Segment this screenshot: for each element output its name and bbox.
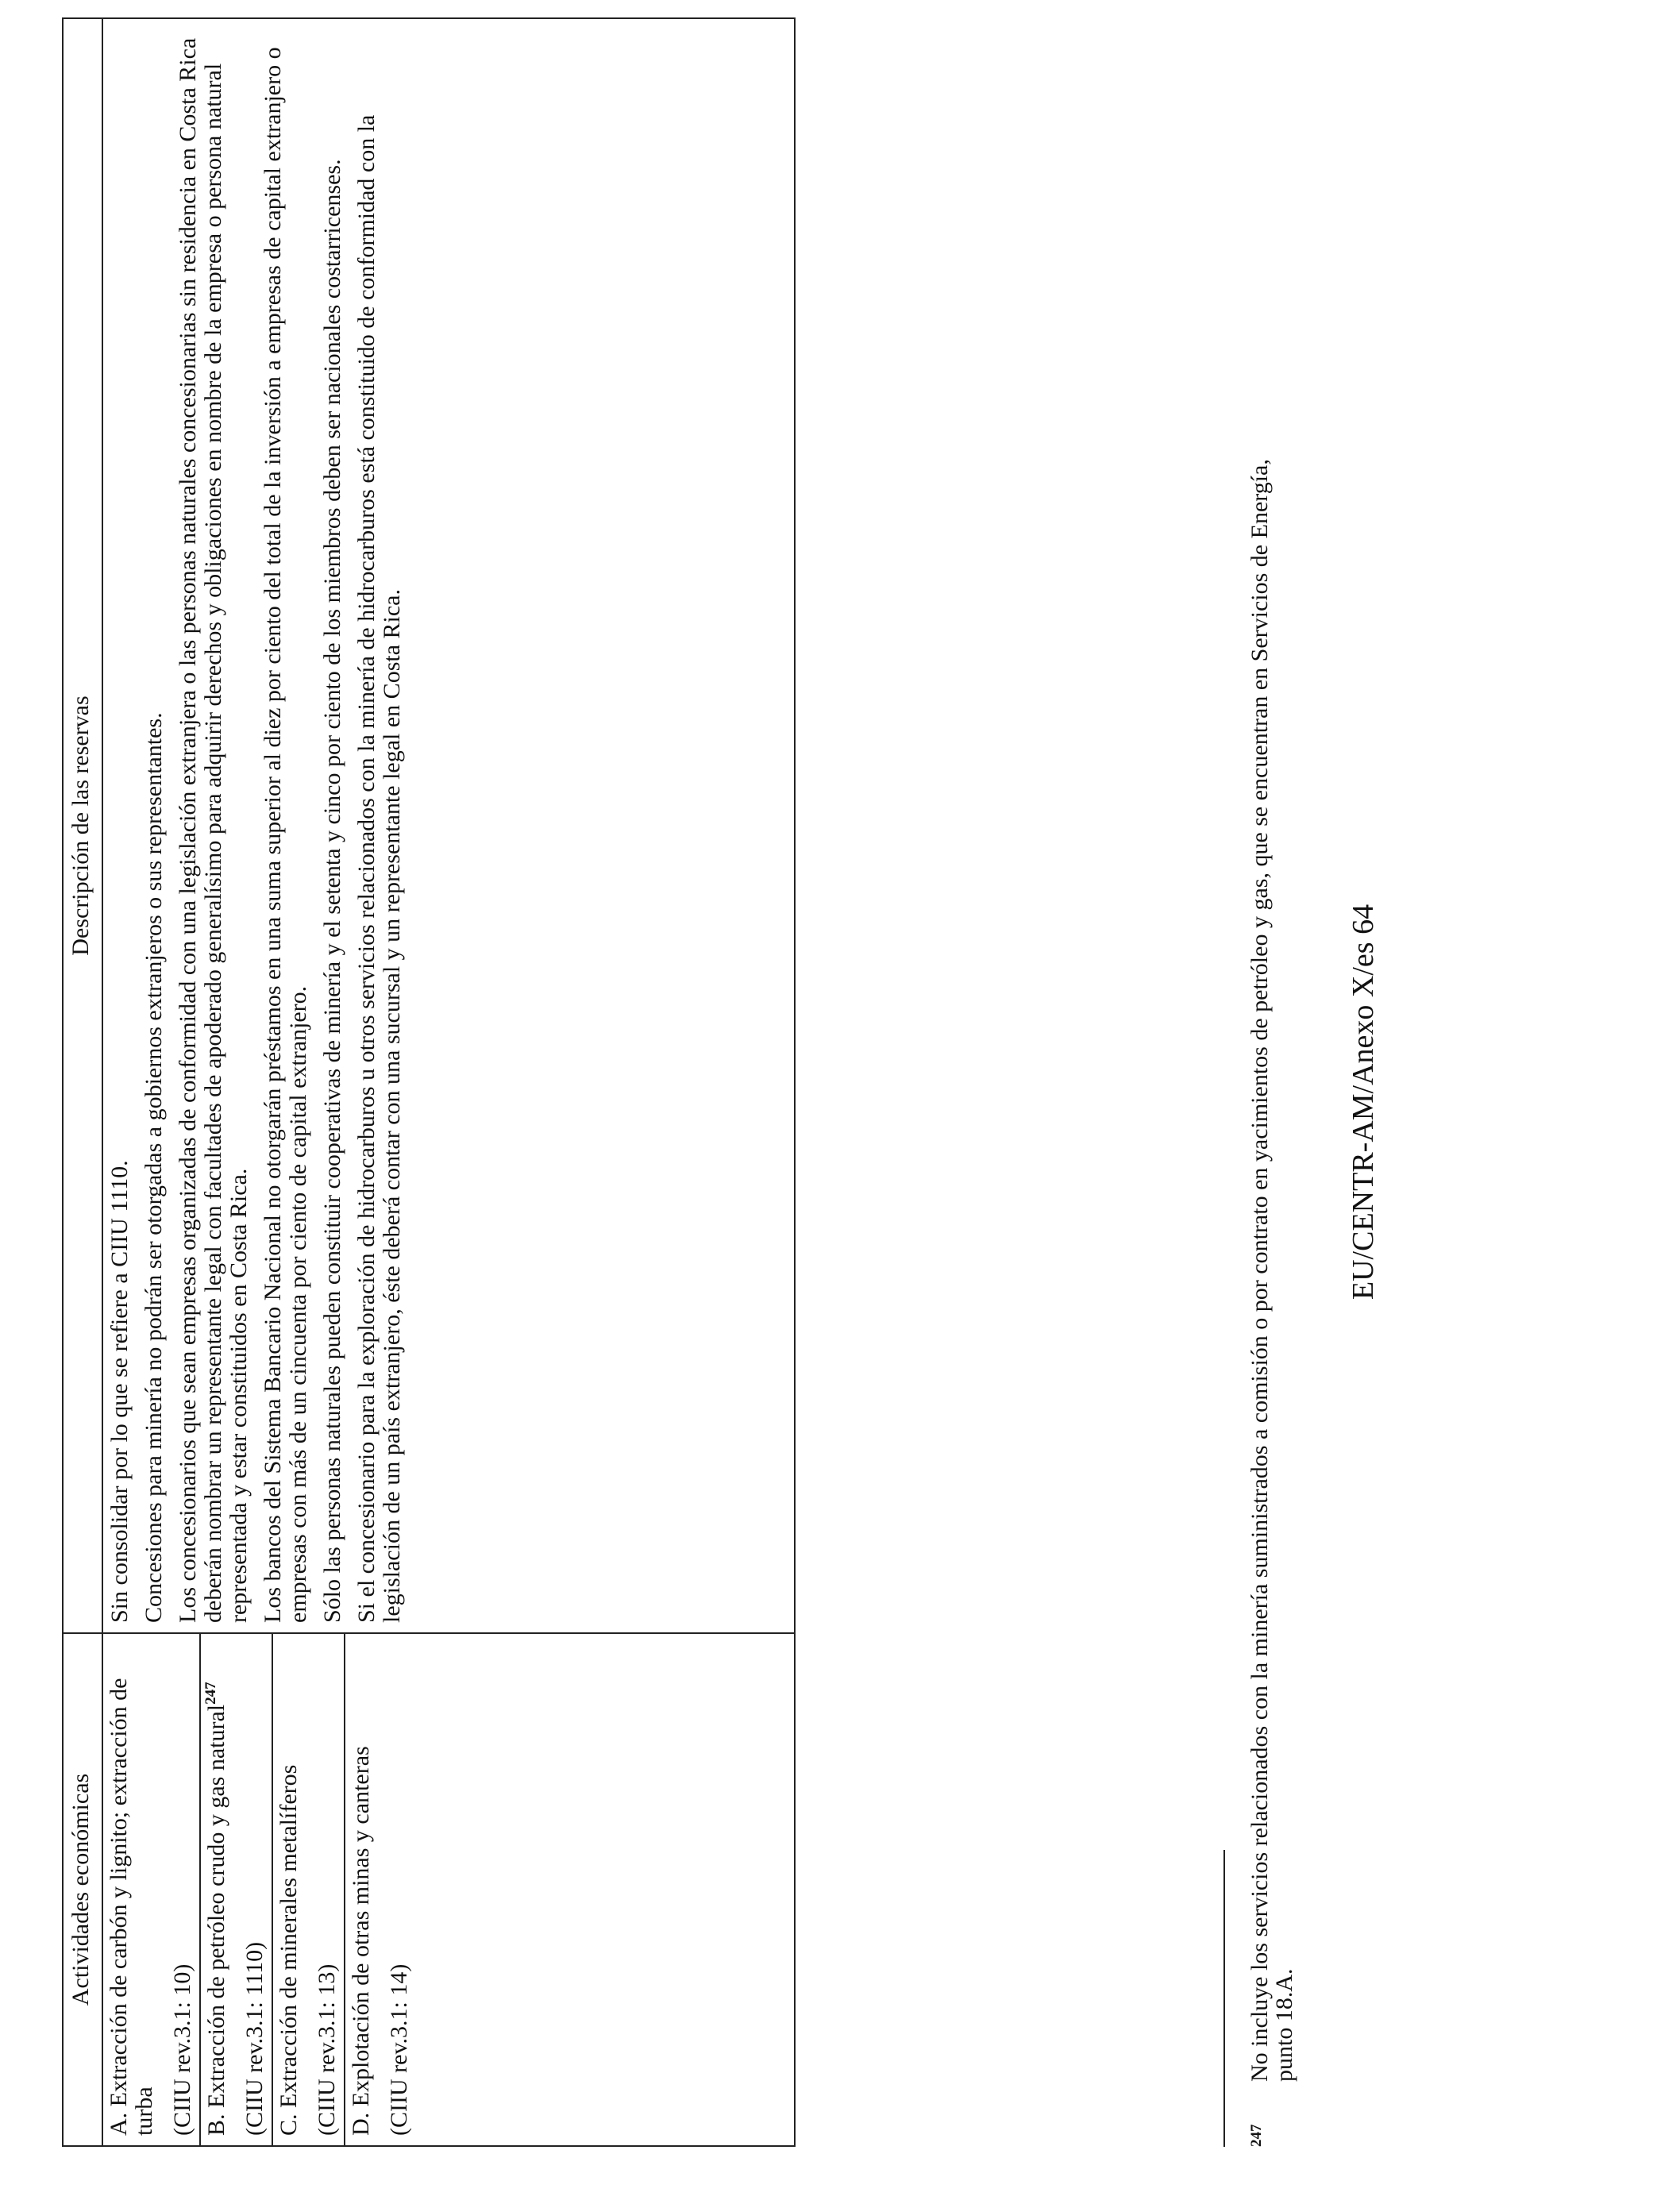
reserve-paragraph: Sin consolidar por lo que se refiere a CIIU 1110.	[106, 1160, 133, 1623]
table-row	[102, 18, 200, 2146]
footnote-number: 247	[1248, 2124, 1265, 2147]
table-header-row	[63, 18, 102, 2146]
footnote-separator	[1223, 1850, 1225, 2147]
activity-cell	[102, 1633, 200, 2146]
reserves-description-cell	[102, 18, 795, 1633]
activity-name: D. Explotación de otras minas y canteras	[348, 1746, 374, 2136]
activity-cell	[345, 1633, 795, 2146]
activity-name: B. Extracción de petróleo crudo y gas natural$^{247}$	[202, 1682, 229, 2136]
activity-code: (CIIU rev.3.1: 10)	[169, 1963, 195, 2136]
header-activities: Actividades económicas	[63, 1633, 102, 2146]
activity-code: (CIIU rev.3.1: 13)	[314, 1963, 340, 2136]
activity-name: A. Extracción de carbón y lignito; extracción de turba	[106, 1678, 157, 2136]
reserve-paragraph: Sólo las personas naturales pueden constituir cooperativas de minería y el setenta y cinco por ciento de los miembros deben ser nacionales costarricenses.	[319, 159, 345, 1623]
footnote	[1247, 400, 1297, 2147]
activity-name: C. Extracción de minerales metalíferos	[276, 1764, 302, 2136]
footnote-text: No incluye los servicios relacionados con la minería suministrados a comisión o por contrato en yacimientos de petróleo y gas, que se encuentran en Servicios de Energía, punto 18.A.	[1247, 459, 1297, 2082]
activity-cell	[200, 1633, 272, 2146]
reserve-paragraph: Los bancos del Sistema Bancario Nacional no otorgarán préstamos en una suma superior al diez por ciento del total de la inversión a empresas de capital extranjero o empresas con más de un cincuenta por ciento de capital extranjero.	[260, 47, 311, 1623]
reserve-paragraph: Concesiones para minería no podrán ser otorgadas a gobiernos extranjeros o sus representantes.	[141, 712, 167, 1623]
reserves-table	[62, 17, 796, 2147]
page-reference: EU/CENTR-AM/Anexo X/es 64	[1347, 904, 1380, 1300]
header-reserves-description: Descripción de las reservas	[63, 18, 102, 1633]
activity-code: (CIIU rev.3.1: 1110)	[241, 1941, 268, 2136]
footnote-reference[interactable]: 247	[202, 1682, 219, 1705]
activity-cell	[272, 1633, 345, 2146]
reserve-paragraph: Los concesionarios que sean empresas organizadas de conformidad con una legislación extranjera o las personas naturales concesionarias sin residencia en Costa Rica deberán nombrar un representante legal con facultades de apoderado generalísimo para adquirir derechos y obligaciones en nombre de la empresa o persona natural representada y estar constituidos en Costa Rica.	[175, 37, 252, 1623]
activity-code: (CIIU rev.3.1: 14)	[386, 1963, 412, 2136]
reserve-paragraph: Si el concesionario para la exploración de hidrocarburos u otros servicios relacionados con la minería de hidrocarburos está constituido de conformidad con la legislación de un país extranjero, éste deberá contar con una sucursal y un representante legal en Costa Rica.	[353, 114, 405, 1623]
